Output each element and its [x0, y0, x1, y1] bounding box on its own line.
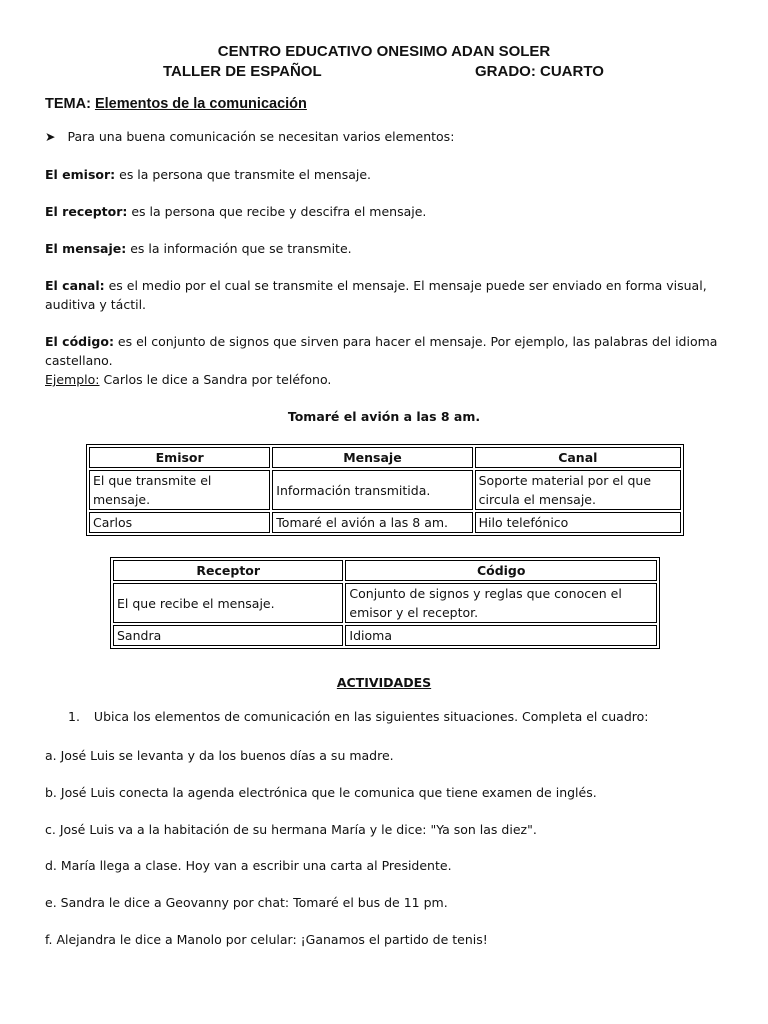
example-line	[45, 370, 331, 389]
table-row	[89, 470, 681, 510]
table-cell: Sandra	[113, 625, 343, 646]
activity-item-d: d. María llega a clase. Hoy van a escribir una carta al Presidente.	[45, 858, 452, 873]
topic-title: Elementos de la comunicación	[94, 96, 307, 112]
definition-term: El mensaje:	[45, 241, 127, 256]
activities-title: ACTIVIDADES	[336, 675, 432, 690]
table-cell: Tomaré el avión a las 8 am.	[272, 512, 472, 533]
table-row	[113, 625, 657, 646]
definition-term: El receptor:	[45, 204, 128, 219]
table-cell: El que recibe el mensaje.	[113, 583, 343, 623]
definition-term: El canal:	[45, 278, 105, 293]
table-header-cell: Código	[345, 560, 657, 581]
table-cell: Soporte material por el que circula el mensaje.	[475, 470, 681, 510]
definition-text: es el conjunto de signos que sirven para hacer el mensaje. Por ejemplo, las palabras del idioma castellano.	[45, 334, 718, 368]
activity-item-a: a. José Luis se levanta y da los buenos días a su madre.	[45, 748, 394, 763]
table-cell: Información transmitida.	[272, 470, 472, 510]
definition-text: es el medio por el cual se transmite el mensaje. El mensaje puede ser enviado en forma visual, auditiva y táctil.	[45, 278, 707, 312]
example-label: Ejemplo:	[45, 372, 100, 387]
table-cell: Hilo telefónico	[475, 512, 681, 533]
definition-term: El código:	[45, 334, 114, 349]
definition-emisor	[45, 165, 735, 184]
definition-mensaje	[45, 239, 735, 258]
activity-item-e: e. Sandra le dice a Geovanny por chat: Tomaré el bus de 11 pm.	[45, 895, 448, 910]
definition-codigo	[45, 332, 735, 370]
definition-receptor	[45, 202, 735, 221]
activity-item-c: c. José Luis va a la habitación de su hermana María y le dice: "Ya son las diez".	[45, 822, 537, 837]
school-name: CENTRO EDUCATIVO ONESIMO ADAN SOLER	[217, 43, 551, 60]
definition-text: es la información que se transmite.	[126, 241, 352, 256]
definition-term: El emisor:	[45, 167, 116, 182]
intro-text: Para una buena comunicación se necesitan varios elementos:	[67, 129, 455, 144]
table-row	[89, 512, 681, 533]
table-cell: Idioma	[345, 625, 657, 646]
table-header-cell: Canal	[475, 447, 681, 468]
arrow-bullet-icon: ➤	[45, 129, 56, 144]
activity-item-f: f. Alejandra le dice a Manolo por celular: ¡Ganamos el partido de tenis!	[45, 932, 488, 947]
definition-text: es la persona que transmite el mensaje.	[115, 167, 371, 182]
activity-instruction	[68, 709, 648, 724]
example-quote: Tomaré el avión a las 8 am.	[287, 409, 481, 424]
grade-label: GRADO: CUARTO	[475, 63, 604, 80]
table-cell: Carlos	[89, 512, 270, 533]
table-header-cell: Mensaje	[272, 447, 472, 468]
table-header-cell: Emisor	[89, 447, 270, 468]
definition-canal	[45, 276, 735, 314]
table-header-cell: Receptor	[113, 560, 343, 581]
workshop-title: TALLER DE ESPAÑOL	[163, 63, 322, 80]
topic-heading	[45, 96, 307, 112]
activity-item-b: b. José Luis conecta la agenda electrónica que le comunica que tiene examen de inglés.	[45, 785, 597, 800]
instruction-text: Ubica los elementos de comunicación en las siguientes situaciones. Completa el cuadro:	[93, 709, 649, 724]
instruction-number: 1.	[68, 709, 80, 724]
table-header-row	[113, 560, 657, 581]
example-text: Carlos le dice a Sandra por teléfono.	[99, 372, 332, 387]
elements-table-2	[110, 557, 660, 649]
table-cell: El que transmite el mensaje.	[89, 470, 270, 510]
elements-table-1	[86, 444, 684, 536]
table-header-row	[89, 447, 681, 468]
table-cell: Conjunto de signos y reglas que conocen el emisor y el receptor.	[345, 583, 657, 623]
topic-label: TEMA:	[45, 96, 91, 112]
intro-line	[45, 127, 454, 146]
definition-text: es la persona que recibe y descifra el mensaje.	[127, 204, 427, 219]
table-row	[113, 583, 657, 623]
